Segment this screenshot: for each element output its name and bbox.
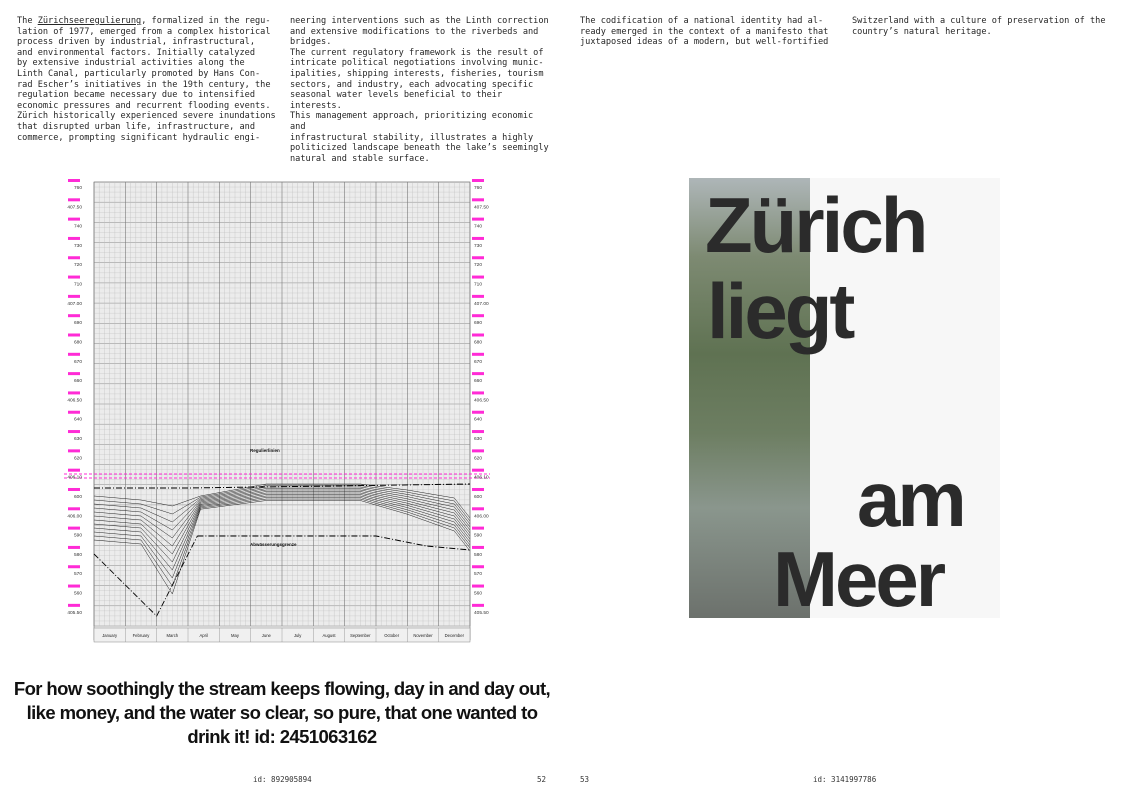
tick-marker-left: [68, 604, 80, 607]
tick-marker-left: [68, 198, 80, 201]
poster-word-4: Meer: [773, 535, 944, 618]
tick-marker-right: [472, 527, 484, 530]
y-tick-label-right: 670: [474, 359, 483, 365]
col1-intro: The: [17, 16, 38, 26]
y-tick-label-right: 590: [474, 533, 483, 539]
y-tick-label-right: 760: [474, 186, 483, 191]
y-tick-label-left: 590: [73, 533, 82, 539]
tick-marker-left: [68, 527, 80, 530]
y-ticks-right: [472, 179, 489, 616]
y-tick-label-right: 405.50: [474, 610, 489, 616]
text-column-2: neering interventions such as the Linth correction and extensive modifications to the riverbeds and bridges. The current regulatory framework is the result of intricate political negotiations involving munic- ipalities, shipping interests, fisheries, tourism sectors, and industry, each advocating specific seasonal water levels beneficial to their interests. This management approach, prioritizing economic and infrastructural stability, illustrates a highly politicized landscape beneath the lake’s seemingly natural and stable surface.: [290, 16, 549, 164]
y-tick-label-left: 406.50: [67, 398, 82, 404]
tick-marker-right: [472, 411, 484, 414]
poster-word-2: liegt: [707, 267, 853, 355]
tick-marker-right: [472, 237, 484, 240]
month-label: December: [444, 633, 464, 638]
tick-marker-left: [68, 353, 80, 356]
y-tick-label-left: 680: [73, 340, 82, 346]
tick-marker-left: [68, 333, 80, 336]
footer-id-left: id: 892905894: [253, 775, 312, 784]
y-tick-label-left: 670: [73, 359, 82, 365]
y-tick-label-left: 406.10: [67, 475, 82, 481]
tick-marker-right: [472, 507, 484, 510]
y-tick-label-left: 730: [73, 243, 82, 249]
y-tick-label-right: 640: [474, 417, 483, 423]
poster-word-3: am: [857, 455, 964, 543]
y-ticks-left: [67, 179, 82, 616]
tick-marker-left: [68, 411, 80, 414]
y-tick-label-left: 580: [73, 552, 82, 558]
tick-marker-right: [472, 585, 484, 588]
y-tick-label-right: 600: [474, 494, 483, 500]
y-tick-label-left: 740: [73, 224, 82, 230]
month-label: May: [231, 633, 239, 638]
tick-marker-right: [472, 353, 484, 356]
y-tick-label-right: 690: [474, 321, 483, 327]
tick-marker-left: [68, 565, 80, 568]
tick-marker-right: [472, 604, 484, 607]
y-tick-label-left: 620: [73, 456, 82, 462]
tick-marker-right: [472, 179, 484, 182]
y-tick-label-left: 710: [73, 282, 82, 288]
footer-id-right: id: 3141997786: [813, 775, 877, 784]
pull-quote: For how soothingly the stream keeps flowing, day in and day out, like money, and the water so clear, so pure, that one wanted to drink it! id: 2451063162: [13, 678, 551, 747]
y-tick-label-right: 407.50: [474, 205, 489, 211]
y-tick-label-left: 407.50: [67, 205, 82, 211]
month-label: September: [350, 633, 371, 638]
y-tick-label-right: 660: [474, 379, 483, 385]
tick-marker-left: [68, 585, 80, 588]
tick-marker-left: [68, 391, 80, 394]
col1-body: , formalized in the regu- lation of 1977, emerged from a complex historical process driven by industrial, infrastructural, and environmental factors. Initially catalyzed by extensive industrial activities along the Linth Canal, particularly promoted by Hans Con- rad Escher’s initiatives in the 19th century, the regulation became necessary due to intensified economic pressures and recurrent flooding events. Zürich historically experienced severe inundations that disrupted urban life, infrastructure, and commerce, prompting significant hydraulic engi-: [17, 16, 276, 143]
y-tick-label-right: 560: [474, 591, 483, 597]
tick-marker-right: [472, 488, 484, 491]
poster-image: [689, 178, 1000, 618]
y-tick-label-left: 660: [73, 379, 82, 385]
y-tick-label-left: 720: [73, 263, 82, 269]
month-label: January: [102, 633, 118, 638]
month-label: August: [322, 633, 336, 638]
tick-marker-left: [68, 314, 80, 317]
tick-marker-left: [68, 295, 80, 298]
y-tick-label-right: 720: [474, 263, 483, 269]
text-column-4: Switzerland with a culture of preservation of the country’s natural heritage.: [852, 16, 1106, 37]
y-tick-label-right: 710: [474, 282, 483, 288]
tick-marker-left: [68, 546, 80, 549]
y-tick-label-right: 740: [474, 224, 483, 230]
poster-word-1: Zürich: [705, 181, 926, 269]
y-tick-label-right: 406.00: [474, 514, 489, 520]
tick-marker-right: [472, 218, 484, 221]
tick-marker-left: [68, 218, 80, 221]
tick-marker-right: [472, 314, 484, 317]
y-tick-label-left: 600: [73, 494, 82, 500]
y-tick-label-left: 407.00: [67, 301, 82, 307]
tick-marker-right: [472, 391, 484, 394]
text-column-3: The codification of a national identity had al- ready emerged in the context of a manifesto that juxtaposed ideas of a modern, but well-fortified: [580, 16, 829, 48]
y-tick-label-right: 680: [474, 340, 483, 346]
tick-marker-right: [472, 469, 484, 472]
month-label: July: [293, 633, 302, 638]
tick-marker-right: [472, 295, 484, 298]
tick-marker-right: [472, 449, 484, 452]
y-tick-label-left: 640: [73, 417, 82, 423]
y-tick-label-right: 406.10: [474, 475, 489, 481]
y-tick-label-left: 690: [73, 321, 82, 327]
tick-marker-left: [68, 449, 80, 452]
month-label: June: [261, 633, 271, 638]
tick-marker-right: [472, 276, 484, 279]
tick-marker-right: [472, 430, 484, 433]
y-tick-label-left: 570: [73, 572, 82, 578]
tick-marker-left: [68, 507, 80, 510]
tick-marker-right: [472, 198, 484, 201]
annotation-regulierlinien: Regulierlinien: [250, 448, 280, 453]
month-label: February: [132, 633, 150, 638]
tick-marker-left: [68, 488, 80, 491]
tick-marker-left: [68, 430, 80, 433]
term-link: Zürichseeregulierung: [37, 16, 142, 26]
tick-marker-left: [68, 179, 80, 182]
chart-grid: [64, 182, 490, 640]
tick-marker-left: [68, 469, 80, 472]
tick-marker-left: [68, 276, 80, 279]
tick-marker-right: [472, 372, 484, 375]
y-tick-label-right: 407.00: [474, 301, 489, 307]
annotation-abwaesserung: Abwässerungsgrenze: [250, 542, 297, 547]
tick-marker-left: [68, 372, 80, 375]
y-tick-label-left: 406.00: [67, 514, 82, 520]
tick-marker-right: [472, 333, 484, 336]
month-label: April: [199, 633, 208, 638]
page-number-left: 52: [537, 775, 547, 784]
y-tick-label-right: 620: [474, 456, 483, 462]
y-tick-label-right: 730: [474, 243, 483, 249]
month-label: March: [166, 633, 179, 638]
tick-marker-right: [472, 565, 484, 568]
tick-marker-right: [472, 546, 484, 549]
tick-marker-left: [68, 237, 80, 240]
month-label: November: [413, 633, 433, 638]
y-tick-label-right: 406.50: [474, 398, 489, 404]
y-tick-label-left: 760: [73, 186, 82, 191]
lake-level-chart: [62, 178, 492, 656]
y-tick-label-left: 560: [73, 591, 82, 597]
y-tick-label-left: 630: [73, 437, 82, 443]
y-tick-label-right: 630: [474, 437, 483, 443]
tick-marker-left: [68, 256, 80, 259]
month-labels: [94, 628, 470, 642]
month-label: October: [384, 633, 400, 638]
y-tick-label-right: 570: [474, 572, 483, 578]
text-column-1: [17, 16, 279, 143]
page-number-right: 53: [580, 775, 590, 784]
y-tick-label-right: 580: [474, 552, 483, 558]
tick-marker-right: [472, 256, 484, 259]
y-tick-label-left: 405.50: [67, 610, 82, 616]
